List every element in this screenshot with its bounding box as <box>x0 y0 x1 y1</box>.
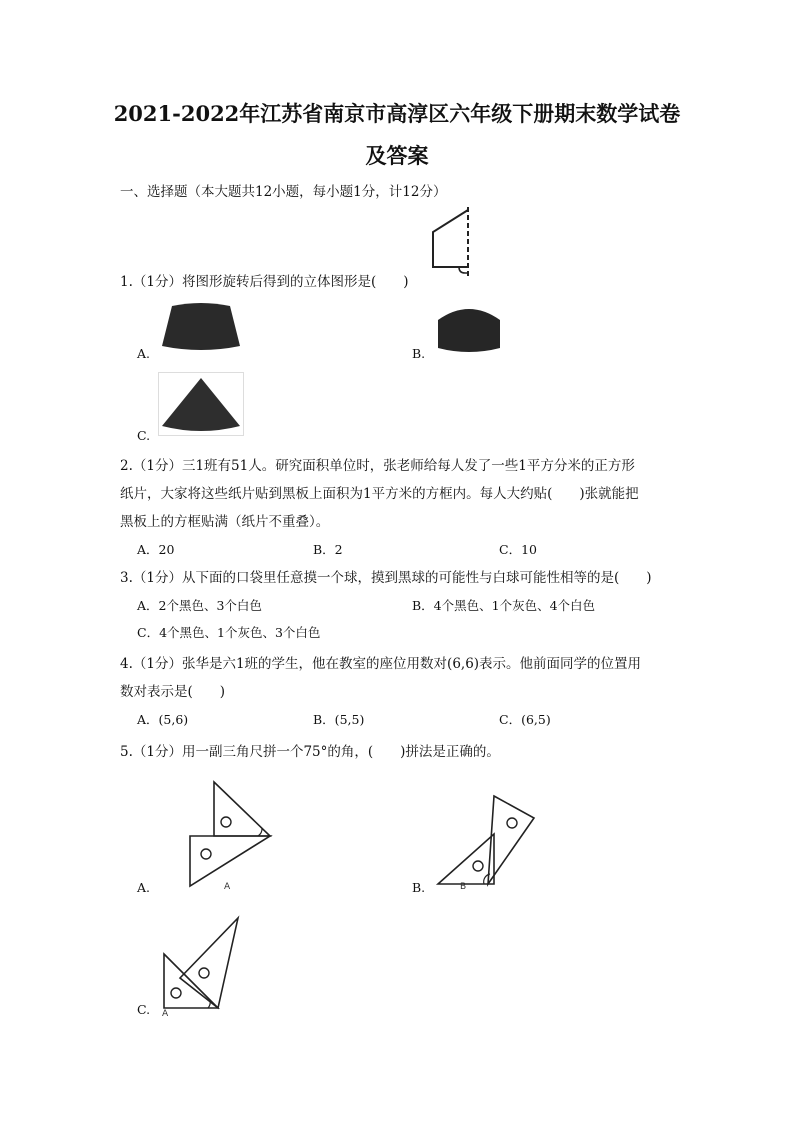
q1-rotation-figure <box>425 205 485 285</box>
page-title-line2: 及答案 <box>365 143 429 168</box>
q2-stem-line1: 2.（1分）三1班有51人。研究面积单位时，张老师给每人发了一些1平方分米的正方形 <box>120 458 635 474</box>
q5-option-b-label[interactable]: B. <box>412 880 426 895</box>
q1-stem: 1.（1分）将图形旋转后得到的立体图形是( ) <box>120 274 409 290</box>
q5-option-c-label[interactable]: C. <box>137 1002 151 1017</box>
q5-option-a-label[interactable]: A. <box>137 880 151 895</box>
section-heading: 一、选择题（本大题共12小题，每小题1分，计12分） <box>120 184 447 200</box>
q2-option-c[interactable]: C．10 <box>499 542 537 557</box>
q2-stem-line2: 纸片，大家将这些纸片贴到黑板上面积为1平方米的方框内。每人大约贴( )张就能把 <box>120 486 639 502</box>
q5-fig-a-mark: A <box>224 882 231 892</box>
q3-stem: 3.（1分）从下面的口袋里任意摸一个球，摸到黑球的可能性与白球可能性相等的是( ) <box>120 570 652 586</box>
q1-option-c-label[interactable]: C. <box>137 428 151 443</box>
q1-option-c-cone <box>158 372 244 436</box>
q5-option-c-triangles <box>160 914 244 1018</box>
q4-stem-line2: 数对表示是( ) <box>120 684 226 700</box>
q2-option-a[interactable]: A．20 <box>137 542 175 557</box>
q4-option-b[interactable]: B．(5,5) <box>313 712 365 727</box>
q3-option-a[interactable]: A．2个黑色、3个白色 <box>137 598 262 613</box>
q3-option-c[interactable]: C．4个黑色、1个灰色、3个白色 <box>137 625 321 640</box>
q4-option-a[interactable]: A．(5,6) <box>137 712 189 727</box>
q4-stem-line1: 4.（1分）张华是六1班的学生，他在教室的座位用数对(6,6)表示。他前面同学的位置用 <box>120 656 642 672</box>
q1-option-b-capped-cylinder <box>434 298 504 358</box>
q2-option-b[interactable]: B．2 <box>313 542 343 557</box>
q1-option-a-frustum <box>158 300 244 354</box>
q2-stem-line3: 黑板上的方框贴满（纸片不重叠）。 <box>120 514 330 530</box>
q5-stem: 5.（1分）用一副三角尺拼一个75°的角，( )拼法是正确的。 <box>120 744 500 760</box>
q5-fig-b-mark: B <box>460 882 467 892</box>
q1-option-b-label[interactable]: B. <box>412 346 426 361</box>
q5-option-a-triangles <box>186 778 276 890</box>
q1-option-a-label[interactable]: A. <box>137 346 151 361</box>
q5-fig-c-mark: A <box>162 1009 169 1019</box>
q4-option-c[interactable]: C．(6,5) <box>499 712 551 727</box>
q3-option-b[interactable]: B．4个黑色、1个灰色、4个白色 <box>412 598 596 613</box>
page-title: 2021-2022年江苏省南京市高淳区六年级下册期末数学试卷 <box>113 101 681 126</box>
q5-option-b-triangles <box>434 790 540 890</box>
